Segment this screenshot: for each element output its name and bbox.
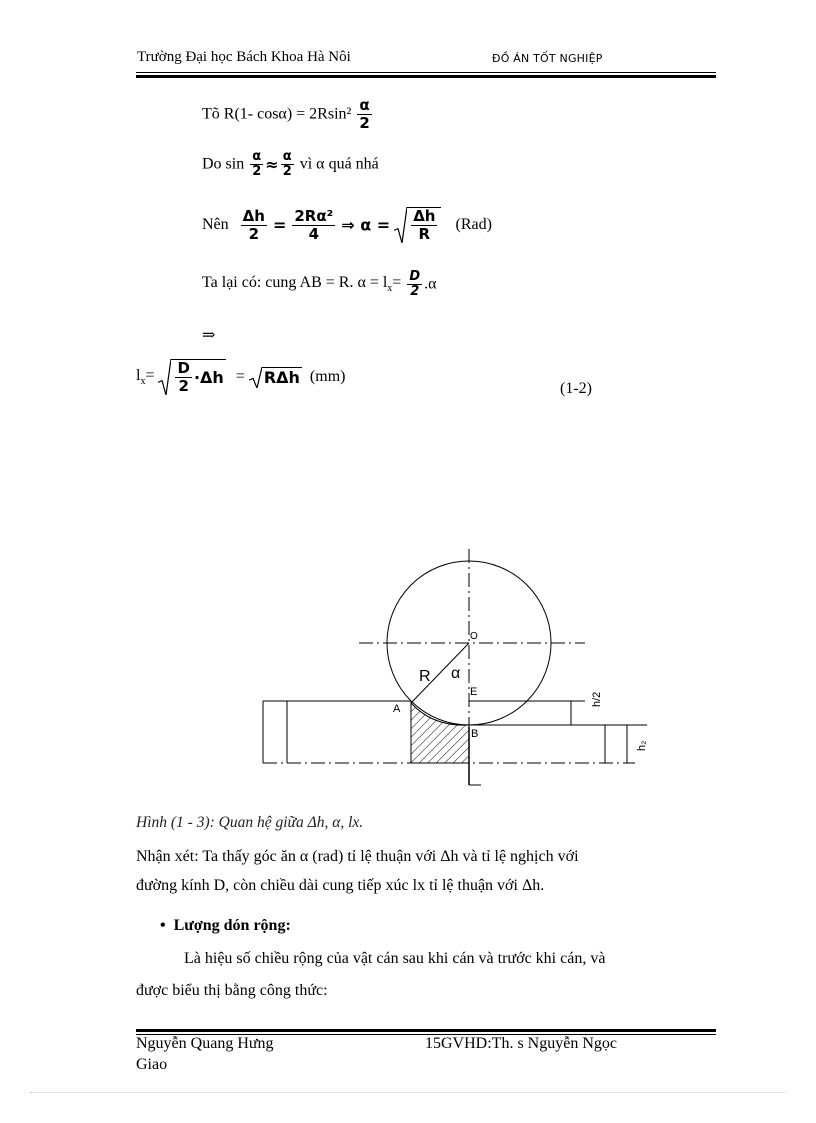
label-h2b: h₂ (636, 740, 648, 751)
equation-1: Tõ R(1- cosα) = 2Rsin² $\frac{\alpha}{2}$ (202, 96, 370, 132)
equation-2: Do sin $\frac{\alpha}{2}$ ≈ $\frac{\alpha}{2}$ vì α quá nhá (202, 149, 379, 179)
remark-line-1: Nhận xét: Ta thấy góc ăn α (rad) tỉ lệ thuận với Δh và tỉ lệ nghịch với (136, 848, 579, 865)
footer-advisor-cont: Giao (136, 1056, 168, 1073)
deformation-zone (411, 703, 469, 763)
footer-author: Nguyễn Quang Hưng (136, 1035, 274, 1052)
paragraph-line-1: Là hiệu số chiều rộng của vật cán sau khi cán và trước khi cán, và (184, 950, 606, 967)
roll-bite-figure (255, 545, 665, 795)
remark-line-2: đường kính D, còn chiều dài cung tiếp xúc lx tỉ lệ thuận với Δh. (136, 877, 545, 894)
header-rule-thick (136, 75, 716, 78)
label-alpha: α (451, 665, 461, 682)
equation-6: $l_x=$ $\frac{D}{2}$ ·Δh = RΔh (mm) (136, 359, 346, 395)
paragraph-line-2: được biểu thị bằng công thức: (136, 982, 328, 999)
header-rule-thin (136, 72, 716, 73)
bullet-heading: • Lượng dón rộng: (160, 917, 291, 934)
footer-rule-thick (136, 1029, 716, 1032)
page-bottom-dotted (30, 1092, 786, 1093)
equation-3: Nên $\frac{\Delta h}{2}$ = $\frac{\text{2Rα²}}{4}$ ⇒ α = $\frac{\Delta h}{R}$ (Rad) (202, 206, 492, 243)
implies-symbol: ⇒ (202, 327, 216, 344)
label-E: E (470, 686, 478, 698)
equation-number: (1-2) (560, 380, 592, 397)
label-h2: h/2 (591, 691, 603, 707)
label-R: R (419, 668, 431, 685)
footer-advisor: 15GVHD:Th. s Nguyễn Ngọc (425, 1035, 617, 1052)
label-O: O (470, 631, 478, 642)
label-A: A (393, 703, 401, 715)
equation-4: Ta lại có: cung AB = R. $\alpha = l_x=$ $\frac{D}{2}$ .α (202, 269, 437, 299)
header-school: Trường Đại học Bách Khoa Hà Nôi (137, 49, 351, 65)
figure-caption: Hình (1 - 3): Quan hệ giữa Δh, α, lx. (136, 814, 364, 831)
bullet-dot: • (160, 917, 166, 934)
label-B: B (471, 728, 479, 740)
header-title: ĐỒ ÁN TỐT NGHIỆP (492, 52, 603, 65)
eq1-fraction: $\frac{\alpha}{2}$ (359, 96, 370, 132)
